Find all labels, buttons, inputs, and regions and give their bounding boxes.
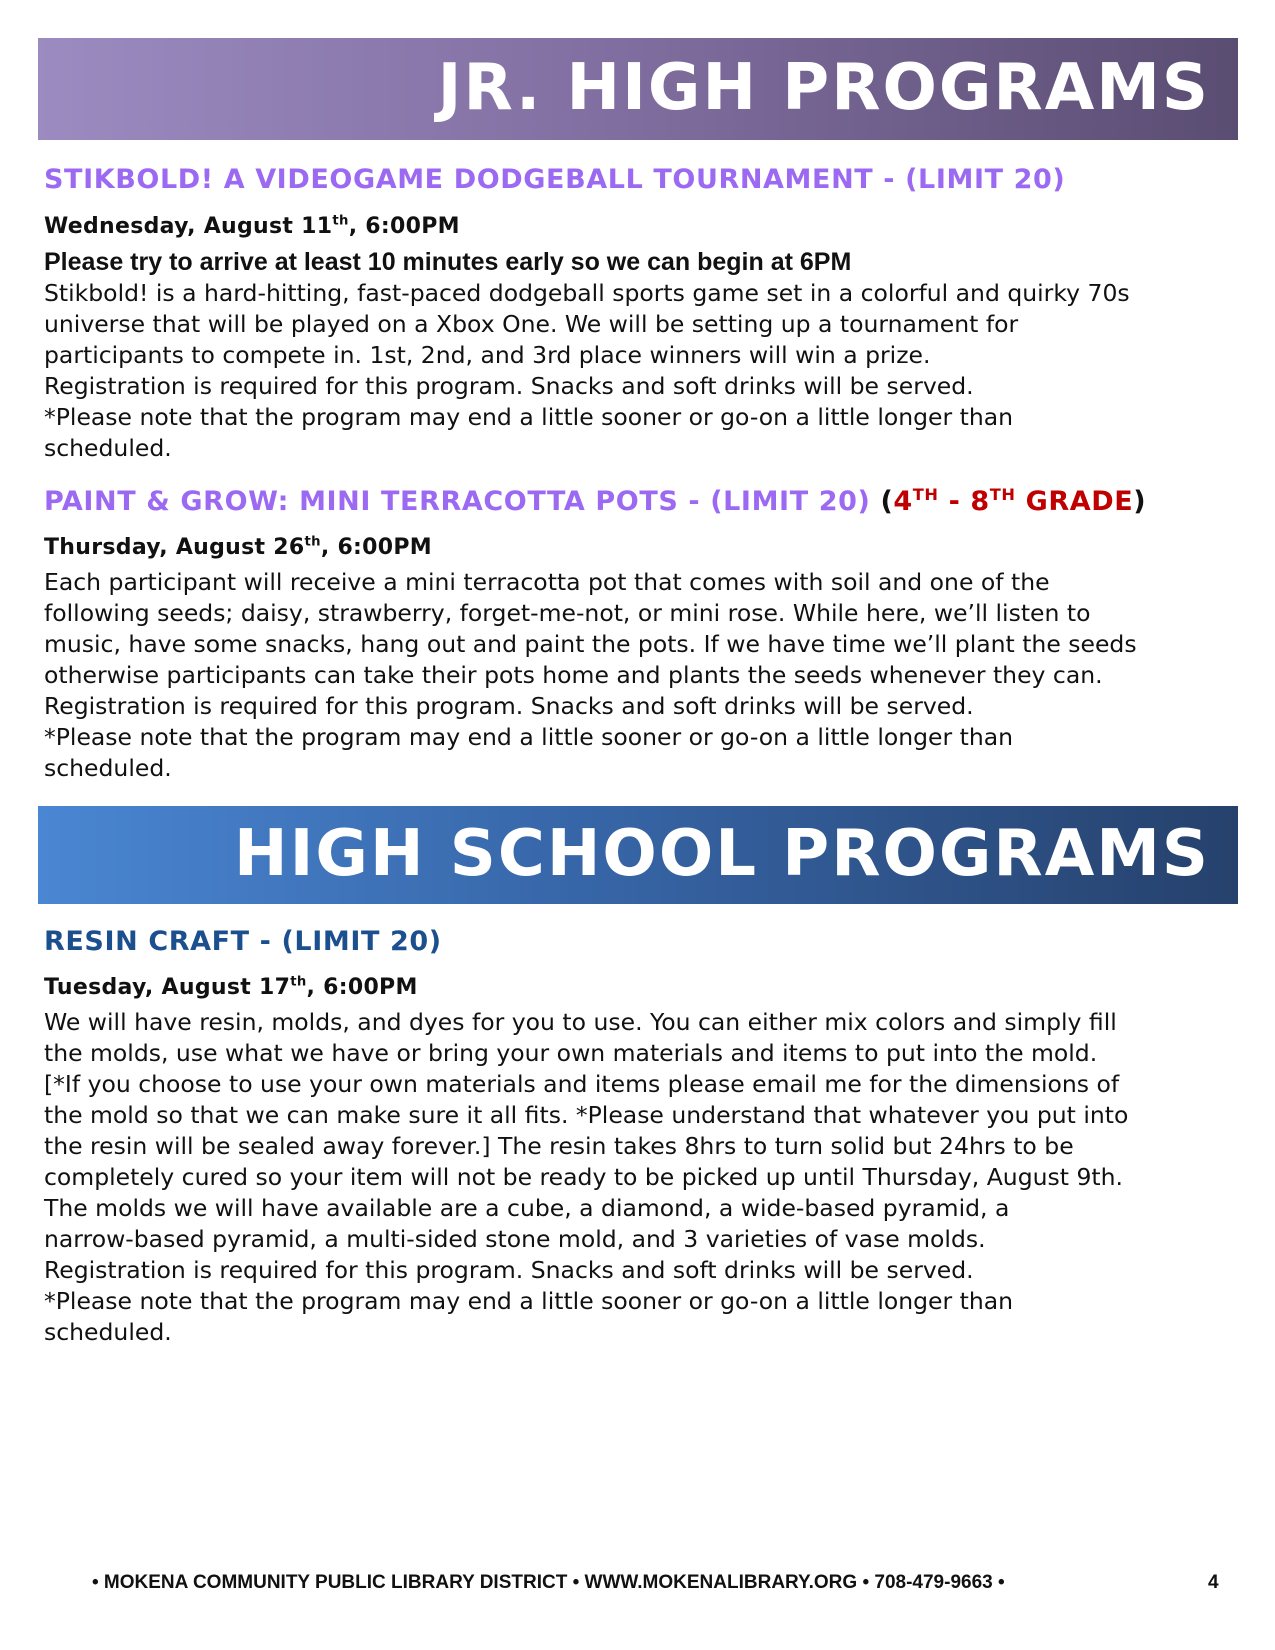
description-line: otherwise participants can take their pots home and plants the seeds whenever they can.	[44, 661, 1103, 689]
jr-high-banner	[38, 38, 1238, 140]
description-line: Registration is required for this program. Snacks and soft drinks will be served.	[44, 372, 974, 400]
description-line: Registration is required for this program. Snacks and soft drinks will be served.	[44, 1256, 974, 1284]
description-line: The molds we will have available are a cube, a diamond, a wide-based pyramid, a	[44, 1194, 1010, 1222]
description-line: Stikbold! is a hard-hitting, fast-paced dodgeball sports game set in a colorful and quirky 70s	[44, 279, 1130, 307]
high-school-banner	[38, 806, 1238, 904]
description-line: *Please note that the program may end a little sooner or go-on a little longer than	[44, 1287, 1014, 1315]
description-line: the mold so that we can make sure it all fits. *Please understand that whatever you put into	[44, 1101, 1129, 1129]
description-line: following seeds; daisy, strawberry, forget-me-not, or mini rose. While here, we’ll listen to	[44, 599, 1091, 627]
program-title-paint-grow: PAINT & GROW: MINI TERRACOTTA POTS - (LIMIT 20) (4TH - 8TH GRADE)	[44, 485, 1147, 517]
description-line: scheduled.	[44, 754, 172, 782]
program-notice-stikbold: Please try to arrive at least 10 minutes early so we can begin at 6PM	[44, 248, 852, 276]
description-line: scheduled.	[44, 1318, 172, 1346]
program-description-paint-grow	[44, 567, 1239, 784]
description-line: universe that will be played on a Xbox One. We will be setting up a tournament for	[44, 310, 1019, 338]
description-line: completely cured so your item will not be ready to be picked up until Thursday, August 9th.	[44, 1163, 1123, 1191]
program-description-stikbold	[44, 278, 1239, 464]
program-date-paint-grow: Thursday, August 26th, 6:00PM	[44, 534, 432, 560]
program-date-resin-craft: Tuesday, August 17th, 6:00PM	[44, 974, 418, 1000]
high-school-banner-title: HIGH SCHOOL PROGRAMS	[234, 817, 1210, 891]
description-line: [*If you choose to use your own materials and items please email me for the dimensions of	[44, 1070, 1120, 1098]
description-line: narrow-based pyramid, a multi-sided stone mold, and 3 varieties of vase molds.	[44, 1225, 986, 1253]
program-title-resin-craft: RESIN CRAFT - (LIMIT 20)	[44, 926, 442, 957]
jr-high-banner-title: JR. HIGH PROGRAMS	[437, 51, 1210, 125]
footer-contact-line: • MOKENA COMMUNITY PUBLIC LIBRARY DISTRICT • WWW.MOKENALIBRARY.ORG • 708-479-9663 •	[92, 1572, 1005, 1593]
program-date-stikbold: Wednesday, August 11th, 6:00PM	[44, 213, 460, 239]
description-line: *Please note that the program may end a little sooner or go-on a little longer than	[44, 723, 1014, 751]
description-line: participants to compete in. 1st, 2nd, and 3rd place winners will win a prize.	[44, 341, 931, 369]
description-line: Each participant will receive a mini terracotta pot that comes with soil and one of the	[44, 568, 1050, 596]
description-line: Registration is required for this program. Snacks and soft drinks will be served.	[44, 692, 974, 720]
program-description-resin-craft	[44, 1007, 1239, 1348]
description-line: *Please note that the program may end a little sooner or go-on a little longer than	[44, 403, 1014, 431]
description-line: We will have resin, molds, and dyes for you to use. You can either mix colors and simply fill	[44, 1008, 1117, 1036]
grade-range: 4TH - 8TH GRADE	[893, 485, 1134, 517]
description-line: scheduled.	[44, 434, 172, 462]
description-line: the resin will be sealed away forever.] The resin takes 8hrs to turn solid but 24hrs to be	[44, 1132, 1074, 1160]
description-line: music, have some snacks, hang out and paint the pots. If we have time we’ll plant the seeds	[44, 630, 1137, 658]
program-title-stikbold: STIKBOLD! A VIDEOGAME DODGEBALL TOURNAMENT - (LIMIT 20)	[44, 164, 1066, 195]
page-number: 4	[1208, 1572, 1219, 1593]
description-line: the molds, use what we have or bring your own materials and items to put into the mold.	[44, 1039, 1098, 1067]
